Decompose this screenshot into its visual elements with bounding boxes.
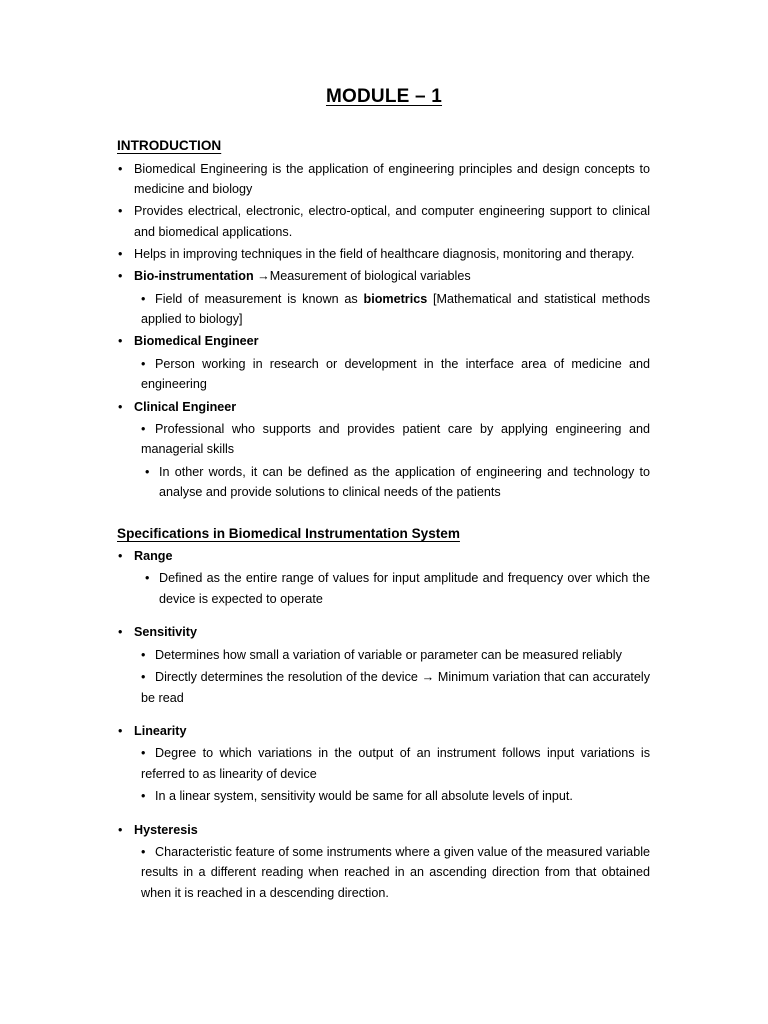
list-item [117, 331, 650, 352]
list-item [117, 397, 650, 418]
list-item [117, 546, 650, 567]
list-item [117, 721, 650, 742]
list-item [117, 820, 650, 841]
sub-list-item: • Determines how small a variation of variable or parameter can be measured reliably [141, 647, 622, 662]
sub-list-item: • Field of measurement is known as biometrics [Mathematical and statistical methods applied to biology] [141, 291, 650, 327]
title-text: MODULE – 1 [325, 86, 443, 107]
sub-list-item: • In other words, it can be defined as the application of engineering and technology to analyse and provide solutions to clinical needs of the patients [141, 462, 650, 503]
sub-list-item: • Characteristic feature of some instruments where a given value of the measured variable results in a different reading when reached in an ascending direction from that obtained when it is reached in a descending direction. [141, 844, 650, 900]
arrow-icon: → [257, 269, 270, 284]
sub-list-item: • Degree to which variations in the output of an instrument follows input variations is referred to as linearity of device [141, 746, 650, 781]
term: Linearity [134, 724, 187, 739]
page-title [0, 86, 768, 108]
list-item: • Bio-instrumentation →Measurement of biological variables [117, 266, 650, 287]
sub-list-item: • In a linear system, sensitivity would be same for all absolute levels of input. [141, 789, 573, 804]
term: Biomedical Engineer [134, 334, 259, 349]
sub-list-item: • Directly determines the resolution of the device → Minimum variation that can accurately be read [141, 670, 650, 705]
term: biometrics [363, 291, 428, 306]
arrow-icon: → [421, 670, 435, 685]
sub-list-item: • Defined as the entire range of values for input amplitude and frequency over which the device is expected to operate [141, 568, 650, 609]
introduction-list [117, 159, 650, 503]
list-item: • Helps in improving techniques in the field of healthcare diagnosis, monitoring and therapy. [117, 244, 650, 265]
section-heading-specifications: Specifications in Biomedical Instrumentation System [117, 525, 460, 541]
sub-list-item: • Person working in research or development in the interface area of medicine and engineering [141, 356, 650, 392]
list-item [117, 622, 650, 643]
list-item: • Biomedical Engineering is the application of engineering principles and design concepts to medicine and biology [117, 159, 650, 200]
specifications-list [117, 546, 650, 903]
term: Range [134, 549, 173, 564]
term: Hysteresis [134, 822, 198, 837]
section-heading-introduction: INTRODUCTION [117, 138, 222, 153]
sub-list-item: • Professional who supports and provides patient care by applying engineering and managerial skills [141, 421, 650, 457]
document-body [117, 136, 650, 905]
list-item: • Provides electrical, electronic, electro-optical, and computer engineering support to clinical and biomedical applications. [117, 201, 650, 242]
term: Clinical Engineer [134, 399, 237, 414]
term: Bio-instrumentation [134, 269, 254, 284]
term: Sensitivity [134, 625, 197, 640]
